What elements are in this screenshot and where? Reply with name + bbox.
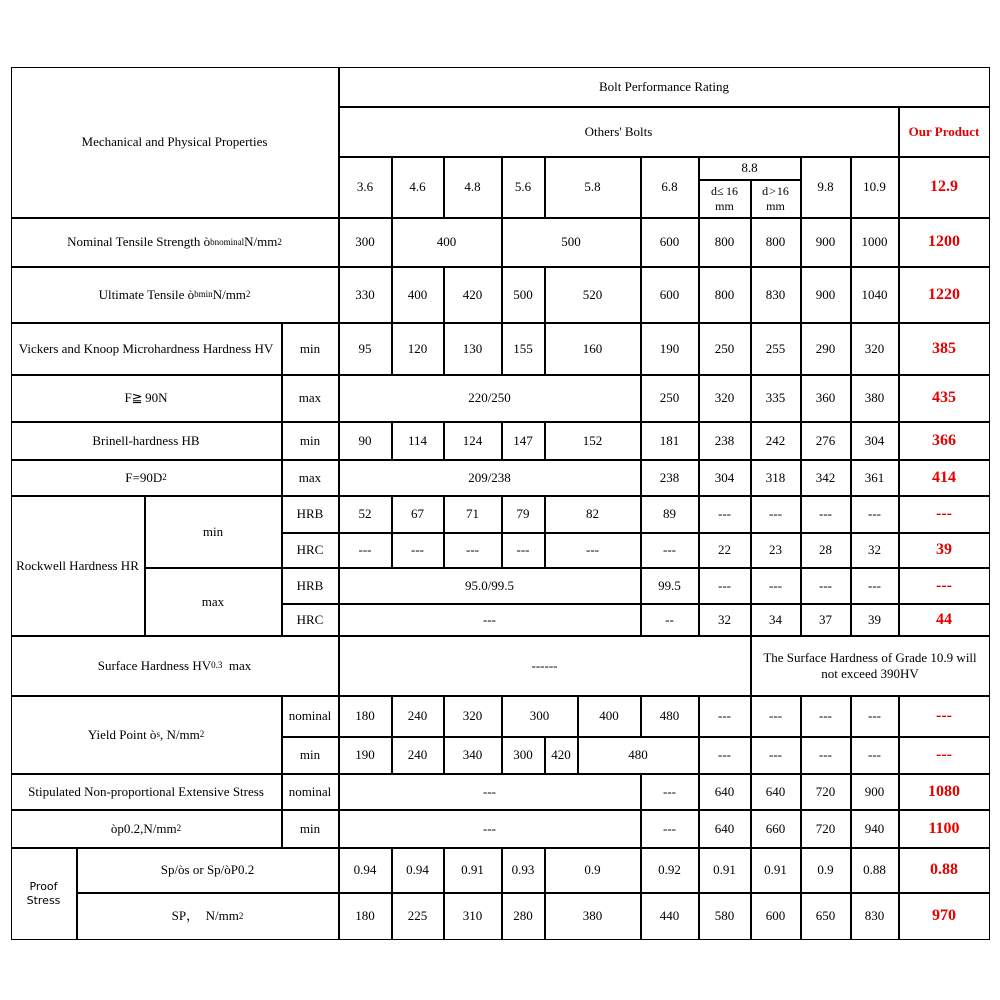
- our-value-cell: 366: [899, 422, 990, 460]
- text-sub: bnominal: [210, 236, 245, 247]
- value-cell: 255: [751, 323, 801, 375]
- proof-sp-label: [77, 893, 339, 940]
- value-cell: 380: [545, 893, 641, 940]
- value-cell: 225: [392, 893, 444, 940]
- value-cell: 39: [851, 604, 899, 636]
- merged-value-cell: 209/238: [339, 460, 641, 496]
- hrc-label: HRC: [282, 533, 339, 568]
- value-cell: 238: [641, 460, 699, 496]
- value-cell: 720: [801, 774, 851, 810]
- value-cell: 240: [392, 737, 444, 774]
- value-cell: 1040: [851, 267, 899, 323]
- value-cell: ---: [801, 496, 851, 533]
- text-sub: bmin: [194, 289, 213, 300]
- rockwell-label: Rockwell Hardness HR: [11, 496, 145, 636]
- value-cell: 361: [851, 460, 899, 496]
- our-value-cell: ---: [899, 496, 990, 533]
- value-cell: 23: [751, 533, 801, 568]
- our-value-cell: 44: [899, 604, 990, 636]
- value-cell: 99.5: [641, 568, 699, 604]
- value-cell: 900: [801, 267, 851, 323]
- value-cell: 330: [339, 267, 392, 323]
- value-cell: 180: [339, 893, 392, 940]
- value-cell: 276: [801, 422, 851, 460]
- text-span: Nominal Tensile Strength ò: [67, 234, 211, 250]
- value-cell: 0.91: [699, 848, 751, 893]
- grade-header: 4.8: [444, 157, 502, 218]
- brinell-label: Brinell-hardness HB: [11, 422, 282, 460]
- value-cell: 600: [641, 218, 699, 267]
- value-cell: ---: [751, 496, 801, 533]
- nominal-tensile-label: [11, 218, 339, 267]
- value-cell: 500: [502, 267, 545, 323]
- value-cell: 340: [444, 737, 502, 774]
- value-cell: 240: [392, 696, 444, 737]
- vickers-label: Vickers and Knoop Microhardness Hardness HV: [11, 323, 282, 375]
- stipulated-label: Stipulated Non-proportional Extensive Stress: [11, 774, 282, 810]
- value-cell: 318: [751, 460, 801, 496]
- hrb-label: HRB: [282, 496, 339, 533]
- our-value-cell: 435: [899, 375, 990, 422]
- value-cell: 0.94: [339, 848, 392, 893]
- brinell-force-label: [11, 460, 282, 496]
- value-cell: 32: [851, 533, 899, 568]
- text-span: Ultimate Tensile ò: [98, 286, 195, 302]
- our-value-cell: 1100: [899, 810, 990, 848]
- value-cell: 250: [699, 323, 751, 375]
- our-value-cell: ---: [899, 737, 990, 774]
- merged-value-cell: ---: [339, 810, 641, 848]
- value-cell: 304: [851, 422, 899, 460]
- value-cell: ---: [699, 696, 751, 737]
- grade-header: 9.8: [801, 157, 851, 218]
- value-cell: 420: [545, 737, 578, 774]
- value-cell: ---: [699, 568, 751, 604]
- rating-header: Bolt Performance Rating: [339, 67, 990, 107]
- our-value-cell: 39: [899, 533, 990, 568]
- value-cell: ---: [641, 810, 699, 848]
- diameter-small-header: d≤ 16 mm: [699, 180, 751, 218]
- yield-point-label: [11, 696, 282, 774]
- value-cell: ---: [851, 696, 899, 737]
- text-sup: 2: [162, 472, 167, 483]
- value-cell: 830: [851, 893, 899, 940]
- value-cell: 190: [641, 323, 699, 375]
- value-cell: 342: [801, 460, 851, 496]
- value-cell: 800: [699, 267, 751, 323]
- value-cell: 155: [502, 323, 545, 375]
- value-cell: 79: [502, 496, 545, 533]
- grade-header-12-9: 12.9: [899, 157, 990, 218]
- text-span: Yield Point ò: [87, 726, 157, 742]
- grade-header: 3.6: [339, 157, 392, 218]
- text-sub: 0.3: [211, 660, 223, 671]
- value-cell: 238: [699, 422, 751, 460]
- value-cell: 89: [641, 496, 699, 533]
- value-cell: 720: [801, 810, 851, 848]
- value-cell: 37: [801, 604, 851, 636]
- value-cell: 900: [801, 218, 851, 267]
- value-cell: 90: [339, 422, 392, 460]
- merged-value-cell: ------: [339, 636, 751, 696]
- value-cell: 242: [751, 422, 801, 460]
- value-cell: 600: [751, 893, 801, 940]
- value-cell: 830: [751, 267, 801, 323]
- our-value-cell: ---: [899, 568, 990, 604]
- value-cell: 400: [392, 267, 444, 323]
- value-cell: 800: [699, 218, 751, 267]
- text-sub: s: [156, 729, 160, 740]
- min-label: min: [282, 810, 339, 848]
- value-cell: 0.88: [851, 848, 899, 893]
- value-cell: ---: [751, 737, 801, 774]
- value-cell: ---: [801, 696, 851, 737]
- value-cell: ---: [751, 696, 801, 737]
- value-cell: 82: [545, 496, 641, 533]
- value-cell: 180: [339, 696, 392, 737]
- value-cell: ---: [851, 496, 899, 533]
- our-value-cell: 1200: [899, 218, 990, 267]
- value-cell: ---: [339, 533, 392, 568]
- value-cell: 660: [751, 810, 801, 848]
- value-cell: 0.93: [502, 848, 545, 893]
- text-span: , N/mm: [159, 726, 200, 742]
- grade-header-8-8: 8.8: [699, 157, 801, 180]
- ultimate-tensile-label: [11, 267, 339, 323]
- text-span: Surface Hardness HV: [97, 657, 212, 673]
- value-cell: 650: [801, 893, 851, 940]
- value-cell: 940: [851, 810, 899, 848]
- grade-header: 5.8: [545, 157, 641, 218]
- value-cell: 250: [641, 375, 699, 422]
- value-cell: ---: [392, 533, 444, 568]
- stipulated-unit-label: [11, 810, 282, 848]
- value-cell: 520: [545, 267, 641, 323]
- merged-value-cell: ---: [339, 604, 641, 636]
- max-label: max: [282, 375, 339, 422]
- our-product-header: Our Product: [899, 107, 990, 157]
- our-value-cell: 414: [899, 460, 990, 496]
- text-span: òp0.2,N/mm: [110, 820, 177, 836]
- value-cell: 147: [502, 422, 545, 460]
- vickers-force-label: F≧ 90N: [11, 375, 282, 422]
- text-span: SP， N/mm: [171, 908, 239, 924]
- text-sup: 2: [245, 289, 251, 300]
- text-sup: 2: [238, 910, 244, 921]
- grade-header: 5.6: [502, 157, 545, 218]
- value-cell: ---: [641, 533, 699, 568]
- surface-hardness-note: The Surface Hardness of Grade 10.9 will not exceed 390HV: [751, 636, 990, 696]
- value-cell: 190: [339, 737, 392, 774]
- our-value-cell: 1220: [899, 267, 990, 323]
- max-label: max: [282, 460, 339, 496]
- value-cell: 300: [339, 218, 392, 267]
- value-cell: 22: [699, 533, 751, 568]
- text-span: N/mm: [244, 234, 278, 250]
- value-cell: 280: [502, 893, 545, 940]
- value-cell: 95: [339, 323, 392, 375]
- value-cell: 0.94: [392, 848, 444, 893]
- hrc-label: HRC: [282, 604, 339, 636]
- value-cell: 300: [502, 737, 545, 774]
- value-cell: 32: [699, 604, 751, 636]
- value-cell: 335: [751, 375, 801, 422]
- text-span: N/mm: [212, 286, 246, 302]
- min-label: min: [282, 737, 339, 774]
- value-cell: 304: [699, 460, 751, 496]
- our-value-cell: 385: [899, 323, 990, 375]
- value-cell: 320: [699, 375, 751, 422]
- value-cell: 900: [851, 774, 899, 810]
- properties-header: Mechanical and Physical Properties: [11, 67, 339, 218]
- value-cell: 360: [801, 375, 851, 422]
- proof-ratio-label: Sp/òs or Sp/òP0.2: [77, 848, 339, 893]
- max-label: max: [145, 568, 282, 636]
- nominal-label: nominal: [282, 774, 339, 810]
- value-cell: 0.9: [801, 848, 851, 893]
- value-cell: 71: [444, 496, 502, 533]
- value-cell: 130: [444, 323, 502, 375]
- value-cell: ---: [641, 774, 699, 810]
- value-cell: ---: [751, 568, 801, 604]
- our-value-cell: ---: [899, 696, 990, 737]
- value-cell: 52: [339, 496, 392, 533]
- proof-stress-label: Proof Stress: [11, 848, 77, 940]
- value-cell: 34: [751, 604, 801, 636]
- value-cell: 580: [699, 893, 751, 940]
- value-cell: ---: [699, 496, 751, 533]
- value-cell: 420: [444, 267, 502, 323]
- text-span: F=90D: [125, 469, 163, 485]
- value-cell: 480: [641, 696, 699, 737]
- value-cell: 320: [444, 696, 502, 737]
- merged-value-cell: ---: [339, 774, 641, 810]
- min-label: min: [145, 496, 282, 568]
- value-cell: 640: [751, 774, 801, 810]
- text-sup: 2: [277, 236, 282, 247]
- value-cell: ---: [801, 568, 851, 604]
- others-bolts-header: Others' Bolts: [339, 107, 899, 157]
- value-cell: 480: [578, 737, 699, 774]
- value-cell: 500: [502, 218, 641, 267]
- value-cell: 28: [801, 533, 851, 568]
- nominal-label: nominal: [282, 696, 339, 737]
- value-cell: 152: [545, 422, 641, 460]
- value-cell: 0.91: [444, 848, 502, 893]
- value-cell: 290: [801, 323, 851, 375]
- value-cell: 400: [578, 696, 641, 737]
- value-cell: 67: [392, 496, 444, 533]
- value-cell: 320: [851, 323, 899, 375]
- grade-header: 4.6: [392, 157, 444, 218]
- text-sup: 2: [176, 823, 182, 834]
- value-cell: 310: [444, 893, 502, 940]
- value-cell: 300: [502, 696, 578, 737]
- value-cell: 440: [641, 893, 699, 940]
- value-cell: 400: [392, 218, 502, 267]
- value-cell: --: [641, 604, 699, 636]
- our-value-cell: 970: [899, 893, 990, 940]
- value-cell: ---: [699, 737, 751, 774]
- diameter-large-header: d > 16 mm: [751, 180, 801, 218]
- value-cell: 600: [641, 267, 699, 323]
- grade-header: 6.8: [641, 157, 699, 218]
- min-label: min: [282, 422, 339, 460]
- text-span: max: [222, 657, 252, 673]
- value-cell: ---: [545, 533, 641, 568]
- value-cell: ---: [801, 737, 851, 774]
- merged-value-cell: 220/250: [339, 375, 641, 422]
- value-cell: ---: [851, 737, 899, 774]
- value-cell: 160: [545, 323, 641, 375]
- value-cell: 0.91: [751, 848, 801, 893]
- hrb-label: HRB: [282, 568, 339, 604]
- min-label: min: [282, 323, 339, 375]
- value-cell: ---: [444, 533, 502, 568]
- value-cell: 114: [392, 422, 444, 460]
- value-cell: ---: [851, 568, 899, 604]
- value-cell: ---: [502, 533, 545, 568]
- merged-value-cell: 95.0/99.5: [339, 568, 641, 604]
- value-cell: 120: [392, 323, 444, 375]
- value-cell: 640: [699, 810, 751, 848]
- value-cell: 380: [851, 375, 899, 422]
- value-cell: 0.9: [545, 848, 641, 893]
- value-cell: 640: [699, 774, 751, 810]
- value-cell: 124: [444, 422, 502, 460]
- our-value-cell: 0.88: [899, 848, 990, 893]
- grade-header: 10.9: [851, 157, 899, 218]
- value-cell: 800: [751, 218, 801, 267]
- surface-hardness-label: [11, 636, 339, 696]
- text-sup: 2: [199, 729, 205, 740]
- value-cell: 0.92: [641, 848, 699, 893]
- value-cell: 181: [641, 422, 699, 460]
- value-cell: 1000: [851, 218, 899, 267]
- our-value-cell: 1080: [899, 774, 990, 810]
